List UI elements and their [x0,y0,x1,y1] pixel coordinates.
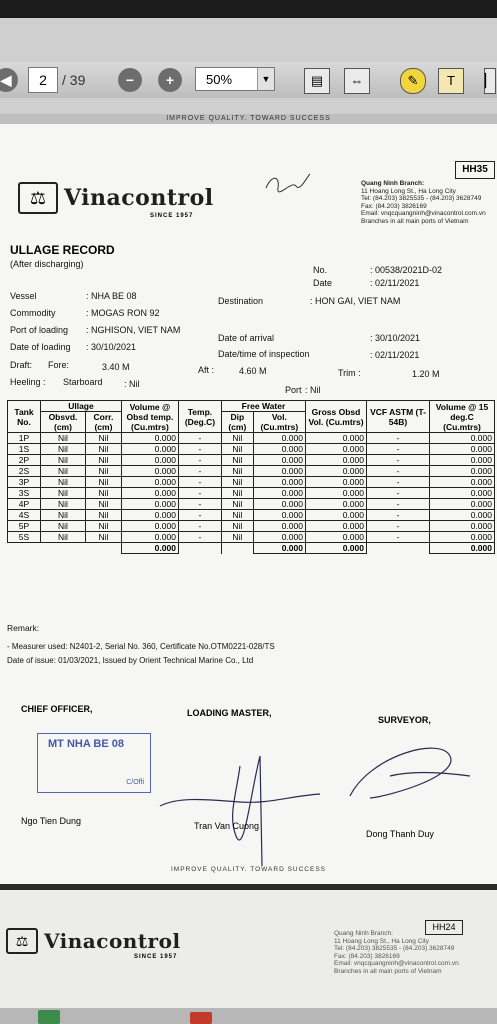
next-company-name: Vinacontrol [44,929,181,953]
bottom-taskbar [0,1008,497,1024]
table-row [8,510,495,521]
surveyor-title: SURVEYOR, [378,715,431,725]
temp-cell: - [178,499,221,510]
tank-cell: 3S [8,488,41,499]
volume-cell: 0.000 [121,488,178,499]
header-tank: Tank No. [8,401,41,433]
gross-cell: 0.000 [306,488,367,499]
page-total-label: / 39 [62,72,86,88]
total-volume: 0.000 [121,543,178,554]
total-free-water: 0.000 [253,543,305,554]
table-row [8,444,495,455]
tank-cell: 5P [8,521,41,532]
stamp-sub: C/Offi [126,779,144,786]
next-branch-line: Quang Ninh Branch: [334,930,393,937]
corr-cell: Nil [85,532,121,543]
volume-cell: 0.000 [121,521,178,532]
vcf-cell: - [367,510,430,521]
corr-cell: Nil [85,455,121,466]
page-subtitle: (After discharging) [10,259,84,269]
page-number-input[interactable]: 2 [28,67,58,93]
volume-15-cell: 0.000 [430,455,495,466]
next-form-code: HH24 [425,920,463,935]
fw-vol-cell: 0.000 [253,521,305,532]
obsvd-cell: Nil [41,433,86,444]
table-row [8,455,495,466]
volume-15-cell: 0.000 [430,499,495,510]
chevron-down-icon[interactable]: ▼ [257,68,274,90]
total-volume-15: 0.000 [430,543,495,554]
fore-label: Fore: [48,360,70,370]
remark-line-2: Date of issue: 01/03/2021, Issued by Orient Technical Marine Co., Ltd [7,656,254,665]
branch-line: Quang Ninh Branch: [361,180,425,187]
temp-cell: - [178,444,221,455]
next-branch-line: Branches in all main ports of Vietnam [334,967,442,975]
tank-cell: 1S [8,444,41,455]
surveyor-name: Dong Thanh Duy [366,829,434,839]
starboard-label: Starboard [63,377,103,387]
remark-line-1: - Measurer used: N2401-2, Serial No. 360, Certificate No.OTM0221-028/TS [7,642,275,651]
commodity-label: Commodity [10,308,56,318]
total-spacer [367,543,430,554]
date-label: Date [313,278,333,288]
branch-line: Fax: (84.203) 3826169 [361,202,427,210]
volume-cell: 0.000 [121,532,178,543]
fw-vol-cell: 0.000 [253,444,305,455]
volume-15-cell: 0.000 [430,466,495,477]
header-ullage: Ullage [41,401,122,412]
next-company-logo [6,928,181,954]
footer-slogan: IMPROVE QUALITY. TOWARD SUCCESS [170,866,326,873]
corr-cell: Nil [85,521,121,532]
more-tools-icon[interactable]: ▏ [484,68,496,94]
handwritten-signatures [140,736,480,866]
initial-signature-icon [262,170,314,200]
next-branch-info [334,930,484,975]
total-gross: 0.000 [306,543,367,554]
ullage-table [7,400,495,554]
no-value: : 00538/2021D-02 [370,265,443,275]
date-loading-label: Date of loading [10,342,71,352]
fw-vol-cell: 0.000 [253,466,305,477]
gross-cell: 0.000 [306,532,367,543]
header-volume-15: Volume @ 15 deg.C (Cu.mtrs) [430,401,495,433]
zoom-select[interactable] [195,67,275,91]
dip-cell: Nil [221,466,253,477]
volume-cell: 0.000 [121,444,178,455]
dip-cell: Nil [221,521,253,532]
branch-line: 11 Hoang Long St., Ha Long City [361,187,456,195]
total-spacer [221,543,253,554]
date-loading-value: : 30/10/2021 [86,342,137,352]
volume-cell: 0.000 [121,499,178,510]
next-branch-line: Tel: (84.203) 3825535 - (84.203) 3628749 [334,945,455,952]
branch-info [361,180,493,225]
volume-15-cell: 0.000 [430,433,495,444]
fw-vol-cell: 0.000 [253,499,305,510]
tank-cell: 4S [8,510,41,521]
obsvd-cell: Nil [41,532,86,543]
fw-vol-cell: 0.000 [253,433,305,444]
branch-line: Email: vnqcquangninh@vinacontrol.com.vn [361,210,486,217]
corr-cell: Nil [85,477,121,488]
chief-officer-title: CHIEF OFFICER, [21,704,93,714]
corr-cell: Nil [85,510,121,521]
volume-15-cell: 0.000 [430,477,495,488]
table-row [8,499,495,510]
chief-officer-name: Ngo Tien Dung [21,816,82,826]
destination-label: Destination [218,296,264,306]
vcf-cell: - [367,499,430,510]
starboard-value: : Nil [124,379,140,389]
dip-cell: Nil [221,488,253,499]
obsvd-cell: Nil [41,444,86,455]
gross-cell: 0.000 [306,444,367,455]
vcf-cell: - [367,444,430,455]
obsvd-cell: Nil [41,510,86,521]
date-value: : 02/11/2021 [370,278,420,288]
volume-cell: 0.000 [121,455,178,466]
volume-cell: 0.000 [121,466,178,477]
company-name: Vinacontrol [64,185,214,211]
zoom-out-button[interactable]: − [118,68,142,92]
table-row [8,466,495,477]
temp-cell: - [178,466,221,477]
dip-cell: Nil [221,499,253,510]
app-icon[interactable] [190,1012,212,1024]
header-temp: Temp. (Deg.C) [178,401,221,433]
header-free-water: Free Water [221,401,305,412]
temp-cell: - [178,510,221,521]
dip-cell: Nil [221,444,253,455]
dip-cell: Nil [221,477,253,488]
corr-cell: Nil [85,444,121,455]
gross-cell: 0.000 [306,433,367,444]
gross-cell: 0.000 [306,466,367,477]
port-value: : Nil [305,385,321,395]
trim-value: 1.20 M [412,369,440,379]
table-row [8,433,495,444]
screen-top-bezel [0,0,497,18]
temp-cell: - [178,477,221,488]
tank-cell: 2S [8,466,41,477]
volume-15-cell: 0.000 [430,521,495,532]
header-obsvd: Obsvd. (cm) [41,412,86,433]
vcf-cell: - [367,521,430,532]
dip-cell: Nil [221,433,253,444]
obsvd-cell: Nil [41,477,86,488]
loading-master-name: Tran Van Cuong [194,821,260,831]
header-corr: Corr. (cm) [85,412,121,433]
obsvd-cell: Nil [41,521,86,532]
corr-cell: Nil [85,488,121,499]
fw-vol-cell: 0.000 [253,477,305,488]
header-gross: Gross Obsd Vol. (Cu.mtrs) [306,401,367,433]
vessel-label: Vessel [10,291,37,301]
gross-cell: 0.000 [306,477,367,488]
tank-cell: 1P [8,433,41,444]
dip-cell: Nil [221,532,253,543]
volume-15-cell: 0.000 [430,510,495,521]
gross-cell: 0.000 [306,521,367,532]
fore-value: 3.40 M [102,362,130,372]
inspection-label: Date/time of inspection [218,349,310,359]
vessel-stamp [37,733,151,793]
header-vcf: VCF ASTM (T-54B) [367,401,430,433]
temp-cell: - [178,455,221,466]
vcf-cell: - [367,488,430,499]
volume-cell: 0.000 [121,477,178,488]
obsvd-cell: Nil [41,488,86,499]
gross-cell: 0.000 [306,455,367,466]
pdf-viewer-toolbar [0,18,497,115]
table-row [8,521,495,532]
tank-cell: 3P [8,477,41,488]
header-dip: Dip (cm) [221,412,253,433]
tank-cell: 4P [8,499,41,510]
vessel-value: : NHA BE 08 [86,291,137,301]
toolbar-row [0,62,497,98]
volume-cell: 0.000 [121,433,178,444]
vcf-cell: - [367,532,430,543]
header-fw-vol: Vol. (Cu.mtrs) [253,412,305,433]
since-label: SINCE 1957 [150,213,194,219]
highlight-icon[interactable]: T [438,68,464,94]
obsvd-cell: Nil [41,455,86,466]
commodity-value: : MOGAS RON 92 [86,308,160,318]
date-arrival-label: Date of arrival [218,333,275,343]
port-loading-value: : NGHISON, VIET NAM [86,325,181,335]
corr-cell: Nil [85,466,121,477]
volume-cell: 0.000 [121,510,178,521]
date-arrival-value: : 30/10/2021 [370,333,421,343]
page-title: ULLAGE RECORD [10,243,115,257]
volume-15-cell: 0.000 [430,488,495,499]
next-branch-line: 11 Hoang Long St., Ha Long City [334,937,429,945]
dip-cell: Nil [221,510,253,521]
tank-cell: 2P [8,455,41,466]
next-branch-line: Fax: (84.203) 3826169 [334,952,400,960]
port-label: Port [285,385,302,395]
prev-page-button[interactable]: ◀ [0,68,18,92]
corr-cell: Nil [85,433,121,444]
volume-15-cell: 0.000 [430,532,495,543]
total-spacer [8,543,122,554]
next-branch-line: Email: vnqcquangninh@vinacontrol.com.vn [334,960,459,967]
stamp-text: MT NHA BE 08 [48,738,124,750]
dip-cell: Nil [221,455,253,466]
remark-label: Remark: [7,623,40,633]
aft-value: 4.60 M [239,366,267,376]
header-volume-obsd: Volume @ Obsd temp. (Cu.mtrs) [121,401,178,433]
company-logo [18,182,214,214]
draft-label: Draft: [10,360,33,370]
aft-label: Aft : [198,365,215,375]
table-row [8,532,495,543]
next-document-page [0,890,497,1024]
table-row [8,477,495,488]
gross-cell: 0.000 [306,499,367,510]
vcf-cell: - [367,477,430,488]
fw-vol-cell: 0.000 [253,510,305,521]
table-row [8,488,495,499]
scales-icon: ⚖ [18,182,58,214]
total-spacer [178,543,221,554]
vcf-cell: - [367,466,430,477]
port-loading-label: Port of loading [10,325,69,335]
temp-cell: - [178,521,221,532]
branch-line: Tel: (84.203) 3825535 - (84.203) 3628749 [361,195,482,202]
scales-icon: ⚖ [6,928,38,954]
fw-vol-cell: 0.000 [253,532,305,543]
obsvd-cell: Nil [41,466,86,477]
zoom-value: 50% [206,72,233,87]
temp-cell: - [178,488,221,499]
gross-cell: 0.000 [306,510,367,521]
fw-vol-cell: 0.000 [253,488,305,499]
form-code: HH35 [455,161,495,179]
no-label: No. [313,265,328,275]
excel-icon[interactable] [38,1010,60,1024]
temp-cell: - [178,532,221,543]
temp-cell: - [178,433,221,444]
fw-vol-cell: 0.000 [253,455,305,466]
loading-master-title: LOADING MASTER, [187,708,272,718]
vcf-cell: - [367,455,430,466]
branch-line: Branches in all main ports of Vietnam [361,217,469,225]
trim-label: Trim : [338,368,361,378]
tank-cell: 5S [8,532,41,543]
comment-icon[interactable]: ✎ [400,68,426,94]
volume-15-cell: 0.000 [430,444,495,455]
zoom-in-button[interactable]: + [158,68,182,92]
corr-cell: Nil [85,499,121,510]
destination-value: : HON GAI, VIET NAM [310,296,401,306]
heeling-label: Heeling : [10,377,46,387]
vcf-cell: - [367,433,430,444]
fit-width-icon[interactable]: ⇔ [344,68,370,94]
inspection-value: : 02/11/2021 [370,350,420,360]
next-since-label: SINCE 1957 [134,954,178,960]
fit-page-icon[interactable]: ▤ [304,68,330,94]
obsvd-cell: Nil [41,499,86,510]
slogan-strip: IMPROVE QUALITY. TOWARD SUCCESS [0,114,497,124]
